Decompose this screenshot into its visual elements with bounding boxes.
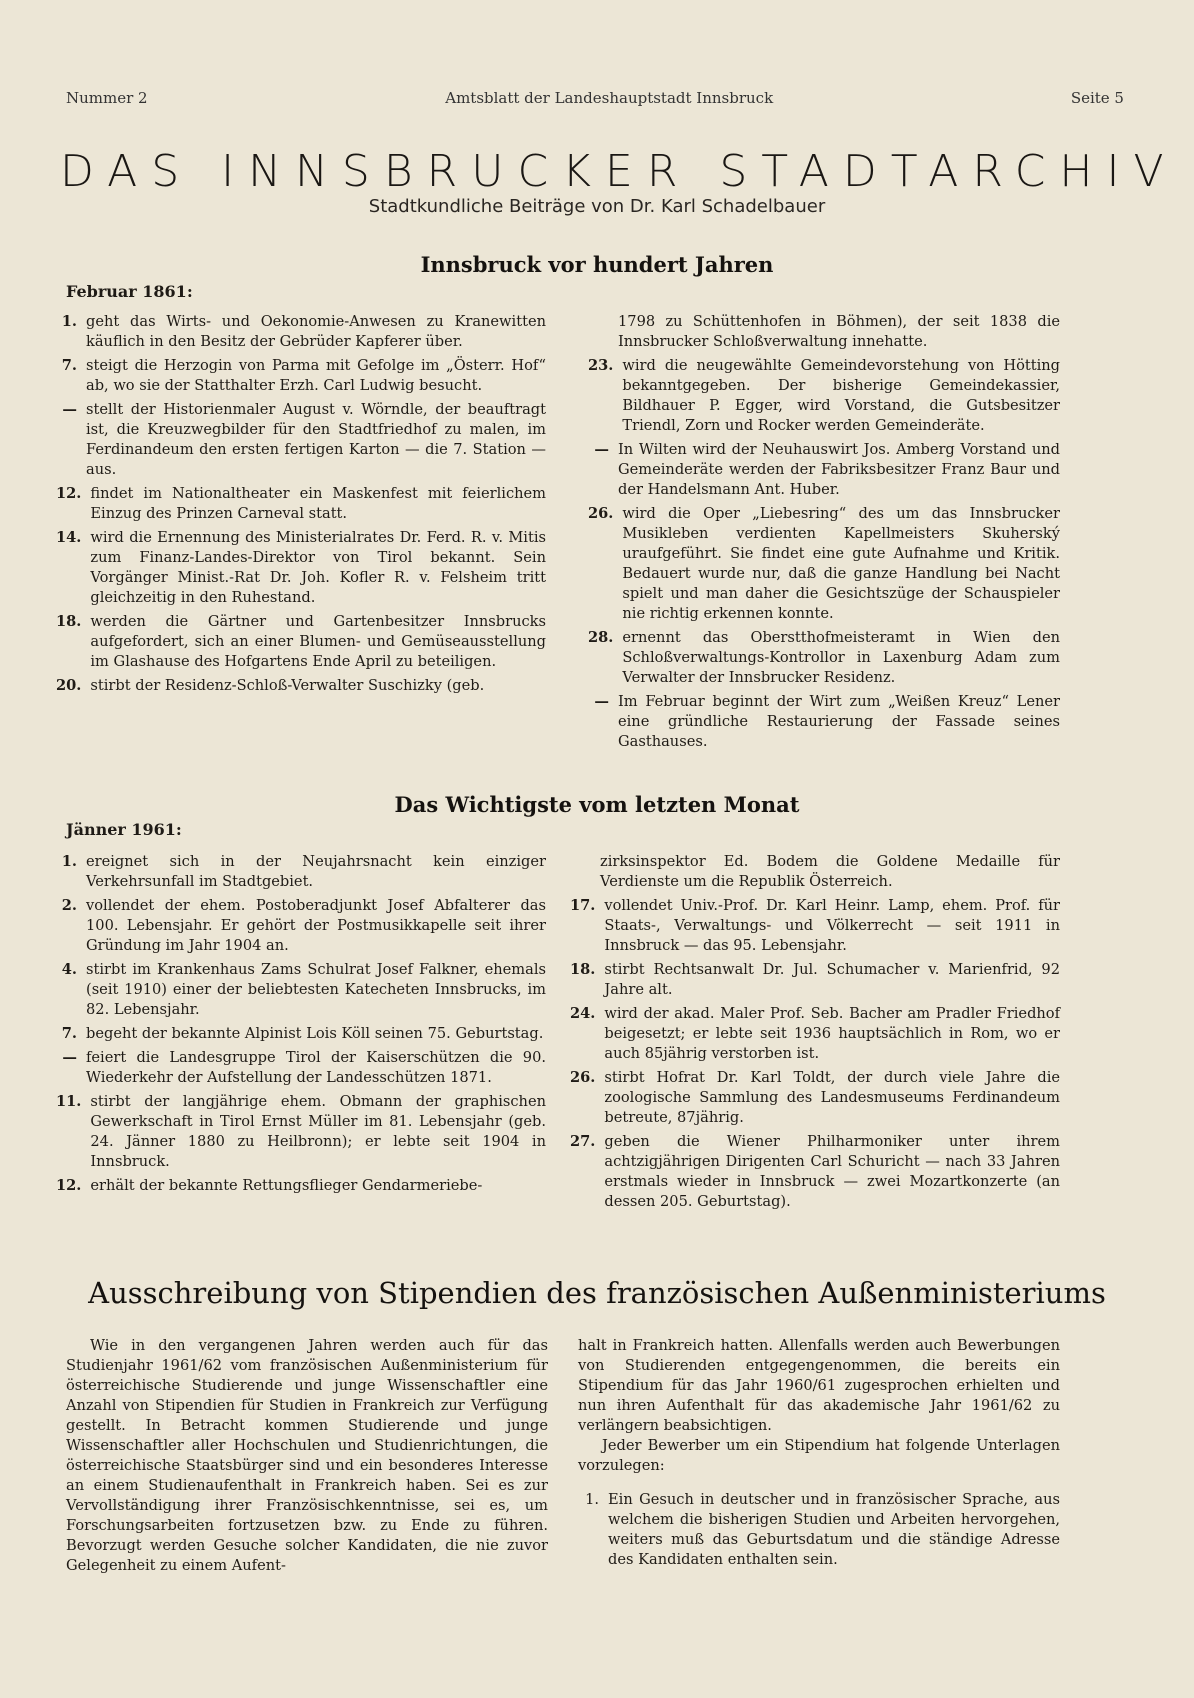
section-title-hundred-years: Innsbruck vor hundert Jahren bbox=[420, 252, 774, 277]
chronicle-entry bbox=[56, 960, 546, 1020]
chronicle-entry bbox=[588, 692, 1060, 752]
page-title: DAS INNSBRUCKER STADTARCHIV bbox=[60, 146, 1178, 197]
entry-day: 12. bbox=[56, 1177, 82, 1194]
entry-text: werden die Gärtner und Gartenbesitzer Innsbrucks aufgefordert, sich an einer Blumen- und Gemüseausstellung im Glashause des Hofgartens Ende April zu beteiligen. bbox=[90, 613, 546, 670]
chronicle-entry bbox=[570, 1132, 1060, 1212]
requirement-text: Ein Gesuch in deutscher und in französischer Sprache, aus welchem die bisherigen Studien und Arbeiten hervorgehen, weiters muß das Geburtsdatum und die ständige Adresse des Kandidaten enthalten sein. bbox=[608, 1491, 1060, 1568]
chronicle-entry bbox=[588, 440, 1060, 500]
chronicle-entry bbox=[56, 612, 546, 672]
entry-text: findet im Nationaltheater ein Maskenfest mit feierlichem Einzug des Prinzen Carneval statt. bbox=[90, 485, 546, 522]
entry-text: stirbt im Krankenhaus Zams Schulrat Josef Falkner, ehemals (seit 1910) einer der beliebtesten Katecheten Innsbrucks, im 82. Lebensjahr. bbox=[86, 961, 546, 1018]
entry-day: 7. bbox=[61, 1025, 77, 1042]
entry-text: wird die neugewählte Gemeindevorstehung von Hötting bekanntgegeben. Der bisherige Gemeindekassier, Bildhauer P. Egger, wird Vorstand, die Gutsbesitzer Triendl, Zorn und Rocker werden Gemeinderäte. bbox=[622, 357, 1060, 434]
entry-day: 18. bbox=[56, 613, 82, 630]
section1-right-column bbox=[588, 312, 1060, 752]
requirement-item bbox=[578, 1490, 1060, 1570]
entry-text: wird der akad. Maler Prof. Seb. Bacher am Pradler Friedhof beigesetzt; er lebte seit 1936 hauptsächlich in Rom, wo er auch 85jährig verstorben ist. bbox=[604, 1005, 1060, 1062]
section3-left-column bbox=[66, 1336, 548, 1576]
entry-text: stirbt Hofrat Dr. Karl Toldt, der durch viele Jahre die zoologische Sammlung des Landesmuseums Ferdinandeum betreute, 87jährig. bbox=[604, 1069, 1060, 1126]
entry-text: stirbt der Residenz-Schloß-Verwalter Suschizky (geb. bbox=[90, 677, 485, 694]
entry-text: zirksinspektor Ed. Bodem die Goldene Medaille für Verdienste um die Republik Österreich. bbox=[600, 853, 1060, 890]
chronicle-entry bbox=[56, 484, 546, 524]
chronicle-entry bbox=[56, 1176, 546, 1196]
entry-text: stirbt Rechtsanwalt Dr. Jul. Schumacher v. Marienfrid, 92 Jahre alt. bbox=[604, 961, 1060, 998]
section1-left-column bbox=[56, 312, 546, 696]
chronicle-entry bbox=[56, 356, 546, 396]
requirement-number: 1. bbox=[585, 1491, 599, 1508]
entry-day: 1. bbox=[61, 313, 77, 330]
entry-day: 2. bbox=[61, 897, 77, 914]
section-title-scholarships: Ausschreibung von Stipendien des französischen Außenministeriums bbox=[88, 1276, 1106, 1310]
chronicle-entry bbox=[56, 676, 546, 696]
chronicle-entry bbox=[588, 312, 1060, 352]
entry-day bbox=[570, 852, 600, 892]
entry-day: — bbox=[594, 441, 609, 458]
scholarship-paragraph-2: halt in Frankreich hatten. Allenfalls werden auch Bewerbungen von Studierenden entgegengenommen, die bereits ein Stipendium für das Jahr 1960/61 zugesprochen erhielten und nun ihren Aufenthalt für das akademische Jahr 1961/62 zu verlängern beabsichtigen. bbox=[578, 1337, 1060, 1434]
entry-text: wird die Oper „Liebesring“ des um das Innsbrucker Musikleben verdienten Kapellmeisters Skuherský uraufgeführt. Sie findet eine gute Aufnahme und Kritik. Bedauert wurde nur, daß die ganze Handlung bei Nacht spielt und man daher die Gesichtszüge der Schauspieler nie richtig erkennen konnte. bbox=[622, 505, 1060, 622]
chronicle-entry bbox=[56, 852, 546, 892]
chronicle-entry bbox=[570, 852, 1060, 892]
publication-name: Amtsblatt der Landeshauptstadt Innsbruck bbox=[445, 89, 774, 107]
chronicle-entry bbox=[56, 400, 546, 480]
entry-text: ernennt das Oberstthofmeisteramt in Wien den Schloßverwaltungs-Kontrollor in Laxenburg Adam zum Verwalter der Innsbrucker Residenz. bbox=[622, 629, 1060, 686]
entry-day: 23. bbox=[588, 357, 614, 374]
entry-text: geben die Wiener Philharmoniker unter ihrem achtzigjährigen Dirigenten Carl Schuricht — nach 33 Jahren erstmals wieder in Innsbruck — zwei Mozartkonzerte (an dessen 205. Geburtstag). bbox=[604, 1133, 1060, 1210]
entry-text: feiert die Landesgruppe Tirol der Kaiserschützen die 90. Wiederkehr der Aufstellung der Landesschützen 1871. bbox=[86, 1049, 546, 1086]
entry-day bbox=[588, 312, 618, 352]
entry-day: — bbox=[62, 401, 77, 418]
running-header bbox=[66, 86, 1124, 110]
entry-text: steigt die Herzogin von Parma mit Gefolge im „Österr. Hof“ ab, wo sie der Statthalter Erzh. Carl Ludwig besucht. bbox=[86, 357, 546, 394]
entry-text: wird die Ernennung des Ministerialrates Dr. Ferd. R. v. Mitis zum Finanz-Landes-Direktor von Tirol bekannt. Sein Vorgänger Minist.-Rat Dr. Joh. Kofler R. v. Felsheim tritt gleichzeitig in den Ruhestand. bbox=[90, 529, 546, 606]
entry-day: 28. bbox=[588, 629, 614, 646]
entry-text: Im Februar beginnt der Wirt zum „Weißen Kreuz“ Lener eine gründliche Restaurierung der Fassade seines Gasthauses. bbox=[618, 693, 1060, 750]
section2-left-column bbox=[56, 852, 546, 1196]
chronicle-entry bbox=[570, 896, 1060, 956]
chronicle-entry bbox=[56, 896, 546, 956]
entry-day: 18. bbox=[570, 961, 596, 978]
page-number: Seite 5 bbox=[1070, 89, 1124, 107]
chronicle-entry bbox=[56, 528, 546, 608]
entry-day: 27. bbox=[570, 1133, 596, 1150]
entry-text: stellt der Historienmaler August v. Wörndle, der beauftragt ist, die Kreuzwegbilder für den Stadtfriedhof zu malen, im Ferdinandeum den ersten fertigen Karton — die 7. Station — aus. bbox=[86, 401, 546, 478]
entry-day: 4. bbox=[61, 961, 77, 978]
chronicle-entry bbox=[56, 1024, 546, 1044]
entry-day: 26. bbox=[588, 505, 614, 522]
entry-text: In Wilten wird der Neuhauswirt Jos. Amberg Vorstand und Gemeinderäte werden der Fabriksbesitzer Franz Baur und der Handelsmann Ant. Huber. bbox=[618, 441, 1060, 498]
section-title-last-month: Das Wichtigste vom letzten Monat bbox=[394, 792, 800, 817]
entry-day: 17. bbox=[570, 897, 596, 914]
entry-day: 12. bbox=[56, 485, 82, 502]
entry-day: — bbox=[594, 693, 609, 710]
chronicle-entry bbox=[588, 356, 1060, 436]
issue-number: Nummer 2 bbox=[66, 89, 148, 107]
entry-text: begeht der bekannte Alpinist Lois Köll seinen 75. Geburtstag. bbox=[86, 1025, 544, 1042]
page-subtitle: Stadtkundliche Beiträge von Dr. Karl Schadelbauer bbox=[368, 196, 826, 217]
entry-day: 1. bbox=[61, 853, 77, 870]
chronicle-entry bbox=[588, 504, 1060, 624]
chronicle-entry bbox=[56, 1048, 546, 1088]
chronicle-entry bbox=[570, 1068, 1060, 1128]
entry-day: 24. bbox=[570, 1005, 596, 1022]
scholarship-paragraph-3: Jeder Bewerber um ein Stipendium hat folgende Unterlagen vorzulegen: bbox=[578, 1437, 1060, 1474]
entry-day: 20. bbox=[56, 677, 82, 694]
section3-right-column bbox=[578, 1336, 1060, 1570]
entry-text: geht das Wirts- und Oekonomie-Anwesen zu Kranewitten käuflich in den Besitz der Gebrüder Kapferer über. bbox=[86, 313, 546, 350]
entry-day: — bbox=[62, 1049, 77, 1066]
chronicle-entry bbox=[570, 960, 1060, 1000]
scholarship-paragraph-1: Wie in den vergangenen Jahren werden auch für das Studienjahr 1961/62 vom französischen Außenministerium für österreichische Studierende und junge Wissenschaftler eine Anzahl von Stipendien für Studien in Frankreich zur Verfügung gestellt. In Betracht kommen Studierende und junge Wissenschaftler aller Hochschulen und Studienrichtungen, die österreichische Staatsbürger sind und ein besonderes Interesse an einem Studienaufenthalt in Frankreich haben. Sei es zur Vervollständigung ihrer Französischkenntnisse, sei es, um Forschungsarbeiten fortzusetzen bzw. zu Ende zu führen. Bevorzugt werden Gesuche solcher Kandidaten, die nie zuvor Gelegenheit zu einem Aufent- bbox=[66, 1337, 548, 1574]
entry-day: 11. bbox=[56, 1093, 82, 1110]
month-heading-january-1961: Jänner 1961: bbox=[66, 820, 182, 839]
entry-day: 14. bbox=[56, 529, 82, 546]
chronicle-entry bbox=[570, 1004, 1060, 1064]
entry-text: erhält der bekannte Rettungsflieger Gendarmeriebe- bbox=[90, 1177, 483, 1194]
chronicle-entry bbox=[56, 312, 546, 352]
entry-day: 7. bbox=[61, 357, 77, 374]
section2-right-column bbox=[570, 852, 1060, 1212]
entry-text: ereignet sich in der Neujahrsnacht kein einziger Verkehrsunfall im Stadtgebiet. bbox=[86, 853, 546, 890]
entry-text: vollendet der ehem. Postoberadjunkt Josef Abfalterer das 100. Lebensjahr. Er gehört der Postmusikkapelle seit ihrer Gründung im Jahr 1904 an. bbox=[86, 897, 546, 954]
entry-day: 26. bbox=[570, 1069, 596, 1086]
chronicle-entry bbox=[588, 628, 1060, 688]
entry-text: vollendet Univ.-Prof. Dr. Karl Heinr. Lamp, ehem. Prof. für Staats-, Verwaltungs- und Völkerrecht — seit 1911 in Innsbruck — das 95. Lebensjahr. bbox=[604, 897, 1060, 954]
month-heading-february-1861: Februar 1861: bbox=[66, 282, 193, 301]
chronicle-entry bbox=[56, 1092, 546, 1172]
entry-text: 1798 zu Schüttenhofen in Böhmen), der seit 1838 die Innsbrucker Schloßverwaltung innehatte. bbox=[618, 313, 1060, 350]
entry-text: stirbt der langjährige ehem. Obmann der graphischen Gewerkschaft in Tirol Ernst Müller im 81. Lebensjahr (geb. 24. Jänner 1880 zu Heilbronn); er lebte seit 1904 in Innsbruck. bbox=[90, 1093, 546, 1170]
